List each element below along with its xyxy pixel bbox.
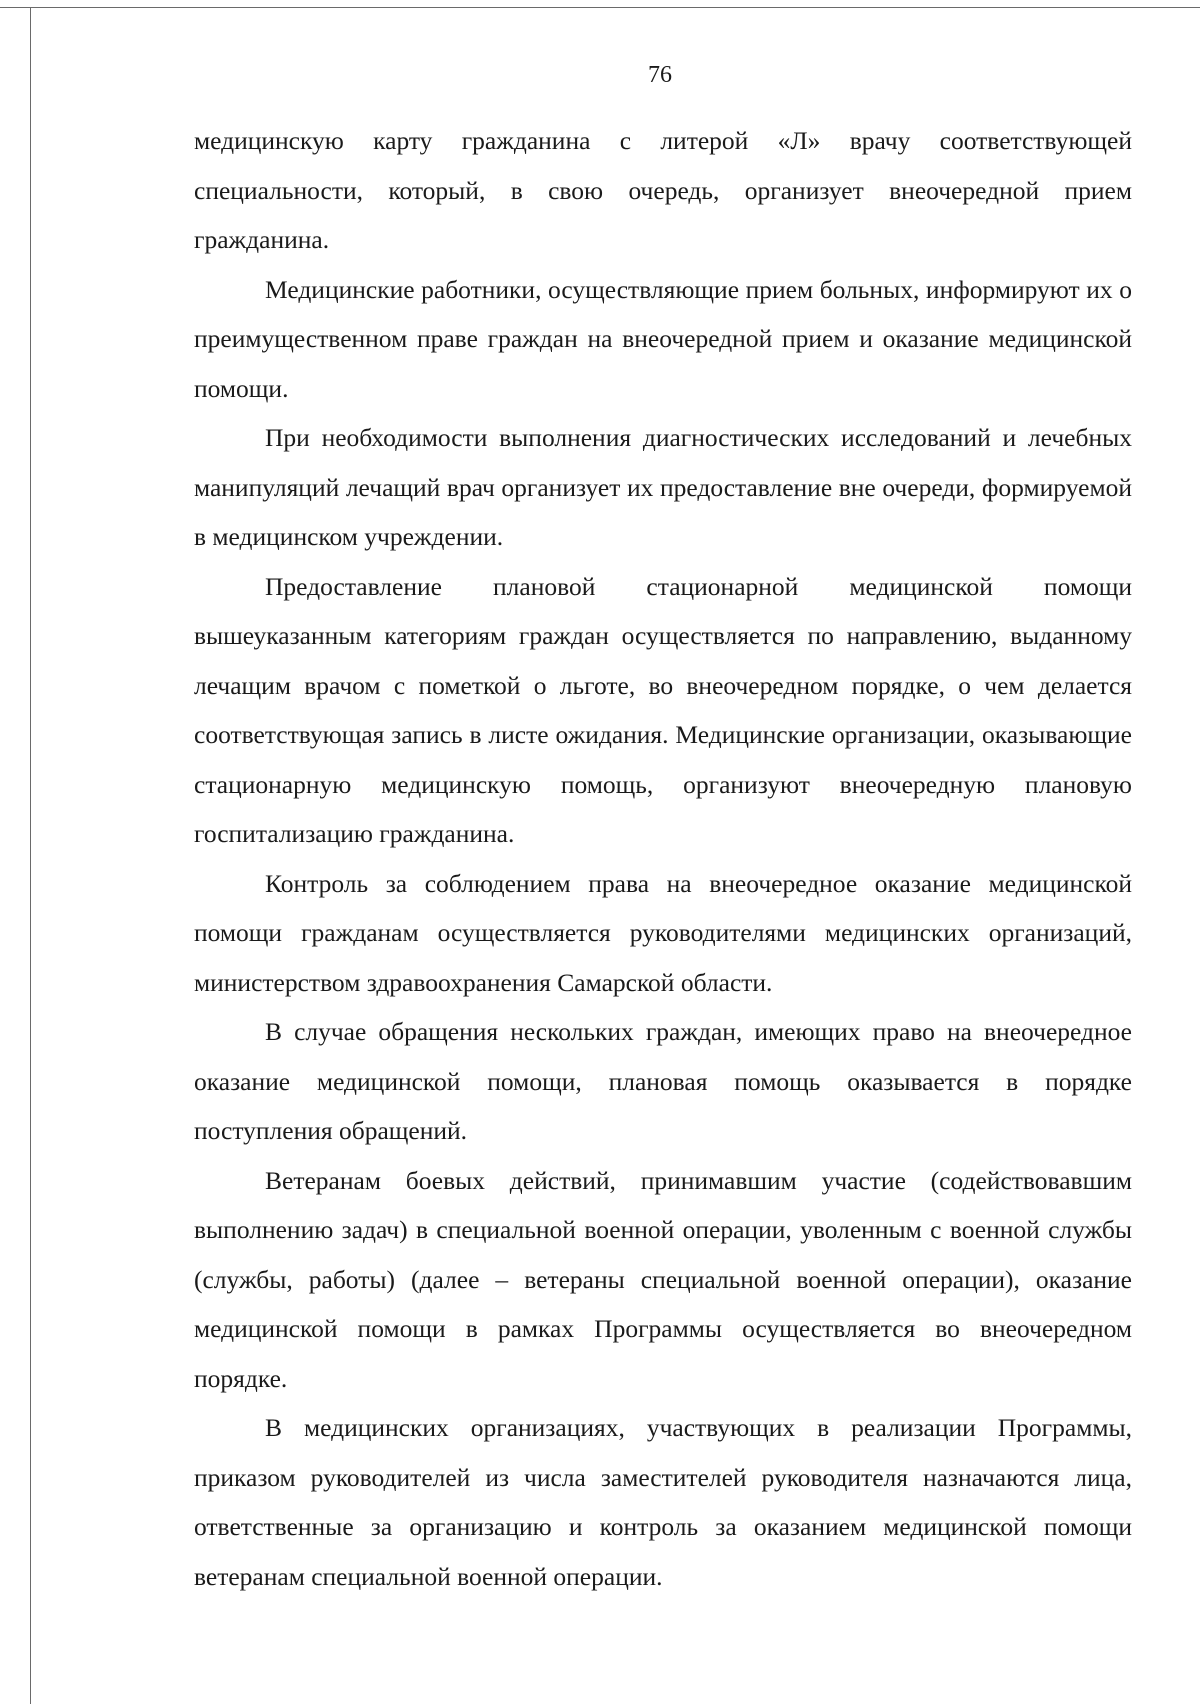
paragraph: В случае обращения нескольких граждан, имеющих право на внеочередное оказание медицинской помощи, плановая помощь оказывается в порядке поступления обращений. bbox=[194, 1017, 1132, 1145]
paragraph: Ветеранам боевых действий, принимавшим участие (содействовавшим выполнению задач) в специальной военной операции, уволенным с военной службы (службы, работы) (далее – ветераны специальной военной операции), оказание медицинской помощи в рамках Программы осуществляется во внеочередном порядке. bbox=[194, 1165, 1132, 1393]
paragraph: Предоставление плановой стационарной медицинской помощи вышеуказанным категориям граждан осуществляется по направлению, выданному лечащим врачом с пометкой о льготе, во внеочередном порядке, о чем делается соответствующая запись в листе ожидания. Медицинские организации, оказывающие стационарную медицинскую помощь, организуют внеочередную плановую госпитализацию гражданина. bbox=[194, 571, 1132, 848]
paragraph: Медицинские работники, осуществляющие прием больных, информируют их о преимущественном праве граждан на внеочередной прием и оказание медицинской помощи. bbox=[194, 274, 1132, 403]
paragraph-continuation: медицинскую карту гражданина с литерой «Л» врачу соответствующей специальности, который, в свою очередь, организует внеочередной прием гражданина. bbox=[194, 126, 1132, 254]
scan-edge-left bbox=[30, 7, 31, 1704]
page-number: 76 bbox=[648, 62, 672, 88]
paragraph: В медицинских организациях, участвующих в реализации Программы, приказом руководителей из числа заместителей руководителя назначаются лица, ответственные за организацию и контроль за оказанием медицинской помощи ветеранам специальной военной операции. bbox=[194, 1413, 1132, 1591]
document-body bbox=[194, 116, 1132, 1601]
paragraph: Контроль за соблюдением права на внеочередное оказание медицинской помощи гражданам осуществляется руководителями медицинских организаций, министерством здравоохранения Самарской области. bbox=[194, 868, 1132, 997]
scan-edge-top bbox=[0, 7, 1200, 8]
paragraph: При необходимости выполнения диагностических исследований и лечебных манипуляций лечащий врач организует их предоставление вне очереди, формируемой в медицинском учреждении. bbox=[194, 423, 1132, 551]
